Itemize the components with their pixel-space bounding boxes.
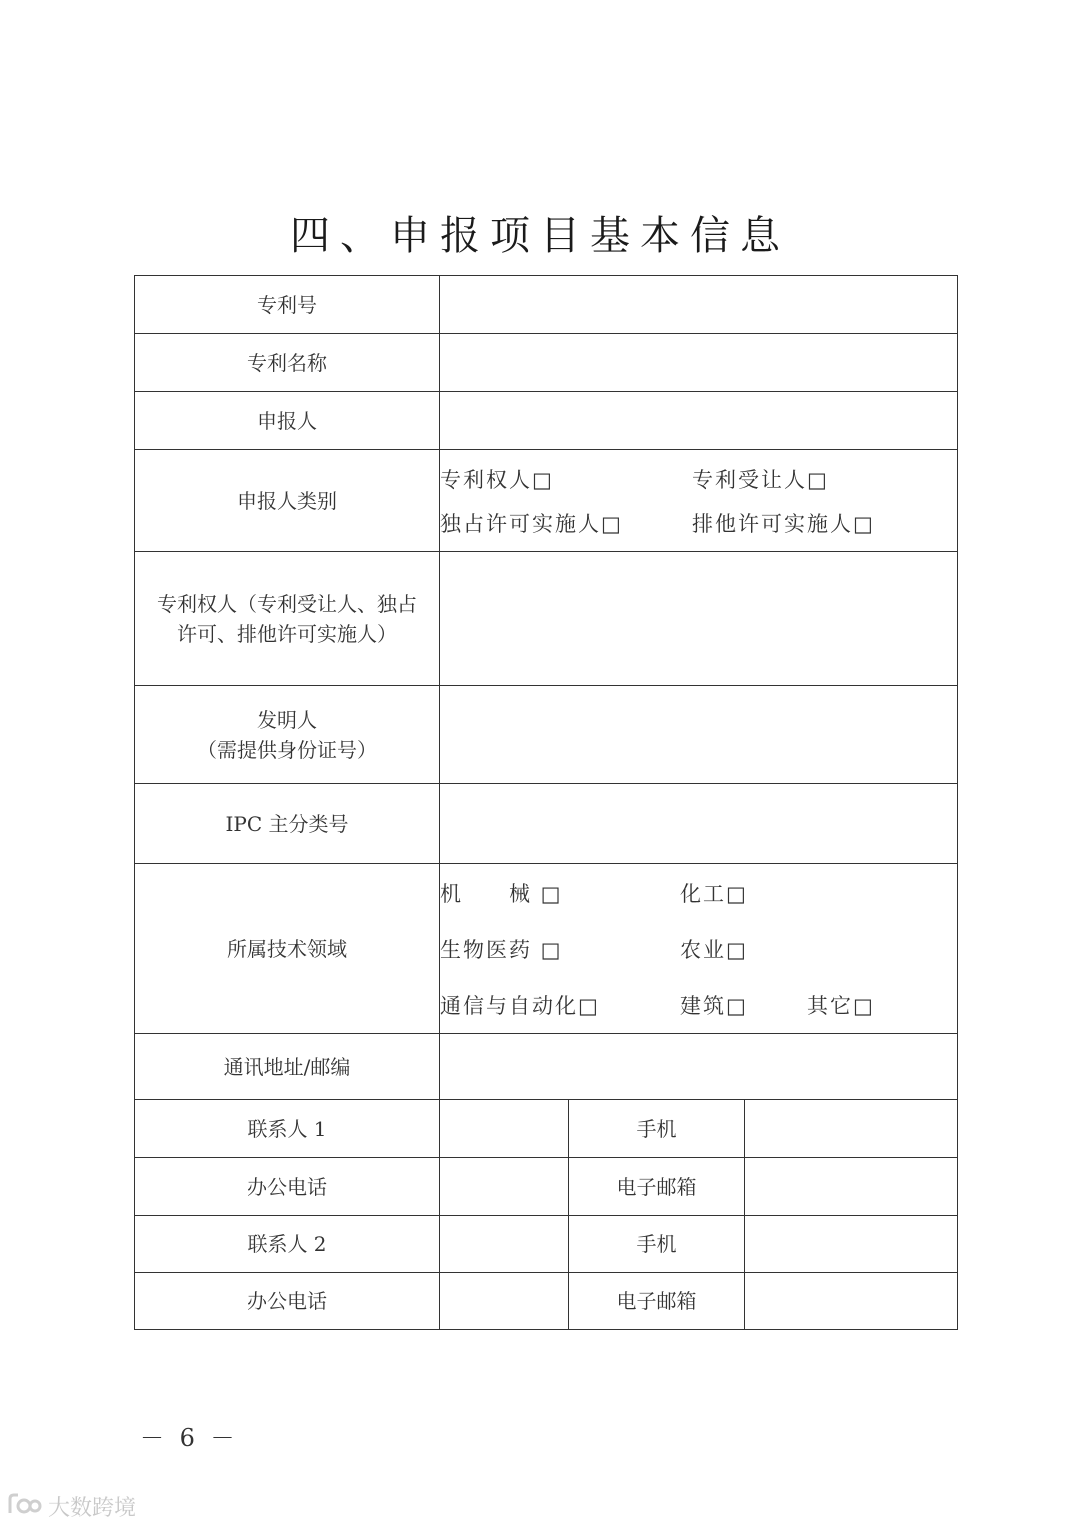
option-communication-checkbox[interactable]: 通信与自动化□ [440, 993, 600, 1018]
option-chemical-checkbox[interactable]: 化工□ [680, 881, 748, 906]
row-patent-no [135, 276, 958, 334]
label-contact2: 联系人 2 [135, 1216, 440, 1273]
row-office-phone2 [135, 1273, 958, 1330]
row-patentee [135, 552, 958, 686]
row-tech-field [135, 864, 958, 1034]
patentee-field[interactable] [440, 552, 958, 686]
label-mobile2: 手机 [569, 1216, 745, 1273]
label-address: 通讯地址/邮编 [135, 1034, 440, 1100]
label-patentee [135, 552, 440, 686]
option-patentee-checkbox[interactable]: 专利权人□ [440, 467, 554, 492]
label-ipc: IPC 主分类号 [135, 784, 440, 864]
label-tech-field: 所属技术领域 [135, 864, 440, 1034]
row-office-phone1 [135, 1158, 958, 1216]
label-applicant-type: 申报人类别 [135, 450, 440, 552]
option-mechanical-checkbox[interactable]: 机 械 □ [440, 881, 563, 906]
label-office-phone2: 办公电话 [135, 1273, 440, 1330]
option-construction-checkbox[interactable]: 建筑□ [680, 993, 748, 1018]
option-assignee-checkbox[interactable]: 专利受让人□ [692, 467, 829, 492]
page-title: 四、申报项目基本信息 [290, 213, 790, 259]
address-field[interactable] [440, 1034, 958, 1100]
label-email2: 电子邮箱 [569, 1273, 745, 1330]
label-inventor-line2: （需提供身份证号） [197, 737, 377, 762]
row-patent-name [135, 334, 958, 392]
contact1-field[interactable] [440, 1100, 569, 1158]
label-inventor [135, 686, 440, 784]
row-applicant-type [135, 450, 958, 552]
mobile1-field[interactable] [745, 1100, 958, 1158]
option-biomedicine-checkbox[interactable]: 生物医药 □ [440, 937, 563, 962]
patent-no-field[interactable] [440, 276, 958, 334]
row-ipc [135, 784, 958, 864]
label-contact1: 联系人 1 [135, 1100, 440, 1158]
label-inventor-line1: 发明人 [257, 707, 317, 732]
row-inventor [135, 686, 958, 784]
option-sole-license-checkbox[interactable]: 排他许可实施人□ [692, 511, 875, 536]
label-patentee-line2: 许可、排他许可实施人） [177, 621, 397, 646]
row-applicant [135, 392, 958, 450]
option-agriculture-checkbox[interactable]: 农业□ [680, 937, 748, 962]
ipc-field[interactable] [440, 784, 958, 864]
office-phone1-field[interactable] [440, 1158, 569, 1216]
label-mobile1: 手机 [569, 1100, 745, 1158]
email2-field[interactable] [745, 1273, 958, 1330]
patent-name-field[interactable] [440, 334, 958, 392]
label-patent-name: 专利名称 [135, 334, 440, 392]
applicant-type-options [440, 450, 958, 552]
label-patent-no: 专利号 [135, 276, 440, 334]
watermark-text: 大数跨境 [48, 1495, 137, 1521]
option-other-checkbox[interactable]: 其它□ [807, 993, 875, 1018]
label-applicant: 申报人 [135, 392, 440, 450]
option-exclusive-license-checkbox[interactable]: 独占许可实施人□ [440, 511, 623, 536]
row-contact1 [135, 1100, 958, 1158]
label-patentee-line1: 专利权人（专利受让人、独占 [157, 591, 417, 616]
watermark [6, 1490, 136, 1522]
label-email1: 电子邮箱 [569, 1158, 745, 1216]
row-address [135, 1034, 958, 1100]
label-office-phone1: 办公电话 [135, 1158, 440, 1216]
contact2-field[interactable] [440, 1216, 569, 1273]
mobile2-field[interactable] [745, 1216, 958, 1273]
row-contact2 [135, 1216, 958, 1273]
project-info-table [134, 275, 958, 1330]
email1-field[interactable] [745, 1158, 958, 1216]
inventor-field[interactable] [440, 686, 958, 784]
tech-field-options [440, 864, 958, 1034]
watermark-logo-icon [6, 1491, 42, 1521]
office-phone2-field[interactable] [440, 1273, 569, 1330]
page-number: － 6 － [140, 1424, 239, 1452]
applicant-field[interactable] [440, 392, 958, 450]
